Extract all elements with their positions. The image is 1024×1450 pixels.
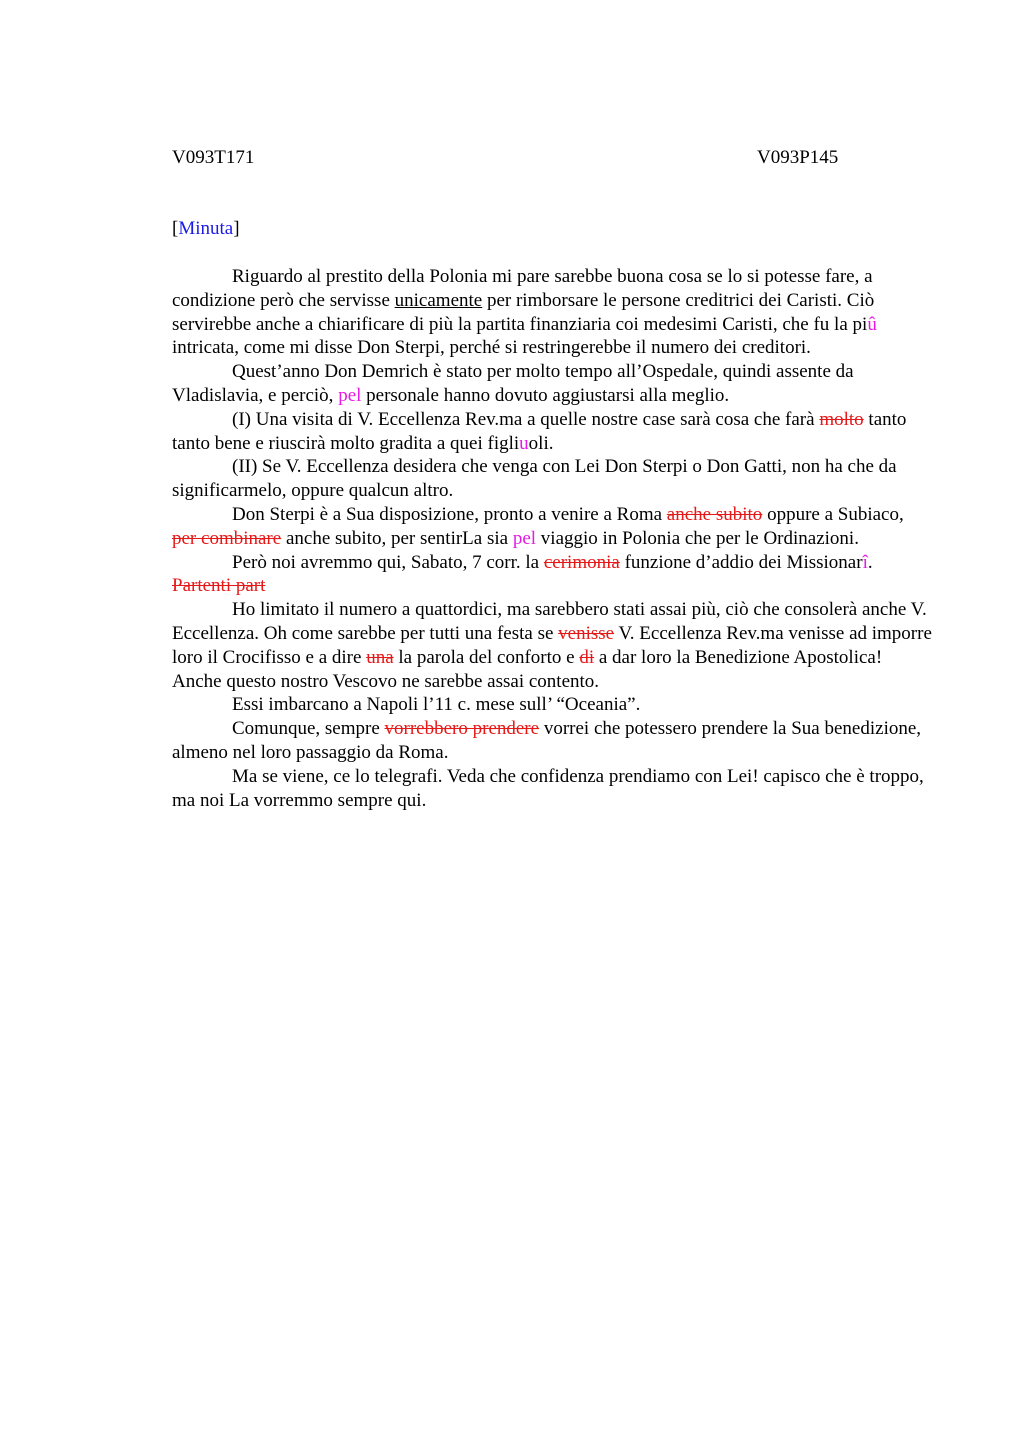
text-run: la parola del conforto e [398,646,575,668]
deleted-text: una [366,646,394,668]
text-run: Comunque, sempre [232,718,380,740]
deleted-text: di [579,646,595,668]
text-run: oppure a Subiaco, [767,503,904,525]
deleted-text: vorrebbero prendere [384,718,540,740]
text-run: Ho limitato il numero a quattordici, ma sarebbero stati assai più, ciò che consolerà anche V. Eccellenza. Oh come sarebbe per tutti una festa se [172,599,927,644]
text-run: . [867,551,873,573]
paragraph-6 [172,551,932,599]
deleted-text: molto [819,408,864,430]
text-run: per rimborsare le persone creditrici dei Caristi. Ciò servirebbe anche a chiarificare di più la partita finanziaria coi medesimi Caristi, che fu la pi [172,289,875,335]
text-run: a dar loro la Benedizione Apostolica! Anche questo nostro Vescovo ne sarebbe assai contento. [172,646,883,692]
deleted-text: anche subito [666,503,763,525]
label-close-bracket: ] [233,218,240,239]
paragraph-5 [172,503,932,551]
letter-body [172,265,932,812]
deleted-text: per combinare [172,527,282,549]
text-run: anche subito, per sentirLa sia [285,527,509,549]
text-run: V. Eccellenza Rev.ma venisse ad imporre loro il Crocifisso e a dire [172,622,932,668]
paragraph-10 [172,765,932,813]
text-run: (I) Una visita di V. Eccellenza Rev.ma a quelle nostre case sarà cosa che farà [232,408,815,430]
text-run: Don Sterpi è a Sua disposizione, pronto a venire a Roma [232,503,663,525]
inserted-text: pel [338,384,362,406]
text-run: Riguardo al prestito della Polonia mi pare sarebbe buona cosa se lo si potesse fare, a condizione però che servisse [172,266,873,311]
text-run: funzione d’addio dei Missionar [624,551,863,573]
paragraph-7 [172,598,932,693]
deleted-text: cerimonia [543,551,620,573]
text-run: Quest’anno Don Demrich è stato per molto tempo all’Ospedale, quindi assente da Vladislavia, e perciò, [172,361,854,406]
paragraph-2 [172,360,932,408]
inserted-text: î [862,551,868,573]
text-run: (II) Se V. Eccellenza desidera che venga con Lei Don Sterpi o Don Gatti, non ha che da significarmelo, oppure qualcun altro. [172,456,897,502]
paragraph-1 [172,265,932,360]
text-run: vorrei che potessero prendere la Sua benedizione, almeno nel loro passaggio da Roma. [172,718,922,763]
paragraph-3 [172,408,932,456]
draft-label [172,218,240,240]
deleted-text: Partenti part [172,575,266,597]
document-code-left: V093T171 [172,147,255,168]
text-run: Ma se viene, ce lo telegrafi. Veda che confidenza prendiamo con Lei! capisco che è troppo, ma noi La vorremmo sempre qui. [172,765,924,811]
underlined-word: unicamente [394,289,483,311]
inserted-text: û [867,313,877,335]
label-minuta: Minuta [178,218,234,239]
paragraph-8 [172,693,932,717]
text-run: viaggio in Polonia che per le Ordinazioni. [540,527,859,549]
paragraph-9 [172,717,932,765]
text-run: tanto tanto bene e riuscirà molto gradita a quei figli [172,408,907,454]
text-run: Però noi avremmo qui, Sabato, 7 corr. la [232,551,540,573]
inserted-text: u [519,432,529,454]
text-run: intricata, come mi disse Don Sterpi, perché si restringerebbe il numero dei creditori. [172,337,811,359]
text-run: oli. [528,432,554,454]
deleted-text: venisse [558,622,615,644]
text-run: Essi imbarcano a Napoli l’11 c. mese sull’ “Oceania”. [232,694,641,716]
label-open-bracket: [ [172,218,179,239]
text-run: personale hanno dovuto aggiustarsi alla meglio. [366,384,730,406]
inserted-text: pel [512,527,537,549]
document-code-right: V093P145 [757,147,839,168]
paragraph-4 [172,455,932,503]
